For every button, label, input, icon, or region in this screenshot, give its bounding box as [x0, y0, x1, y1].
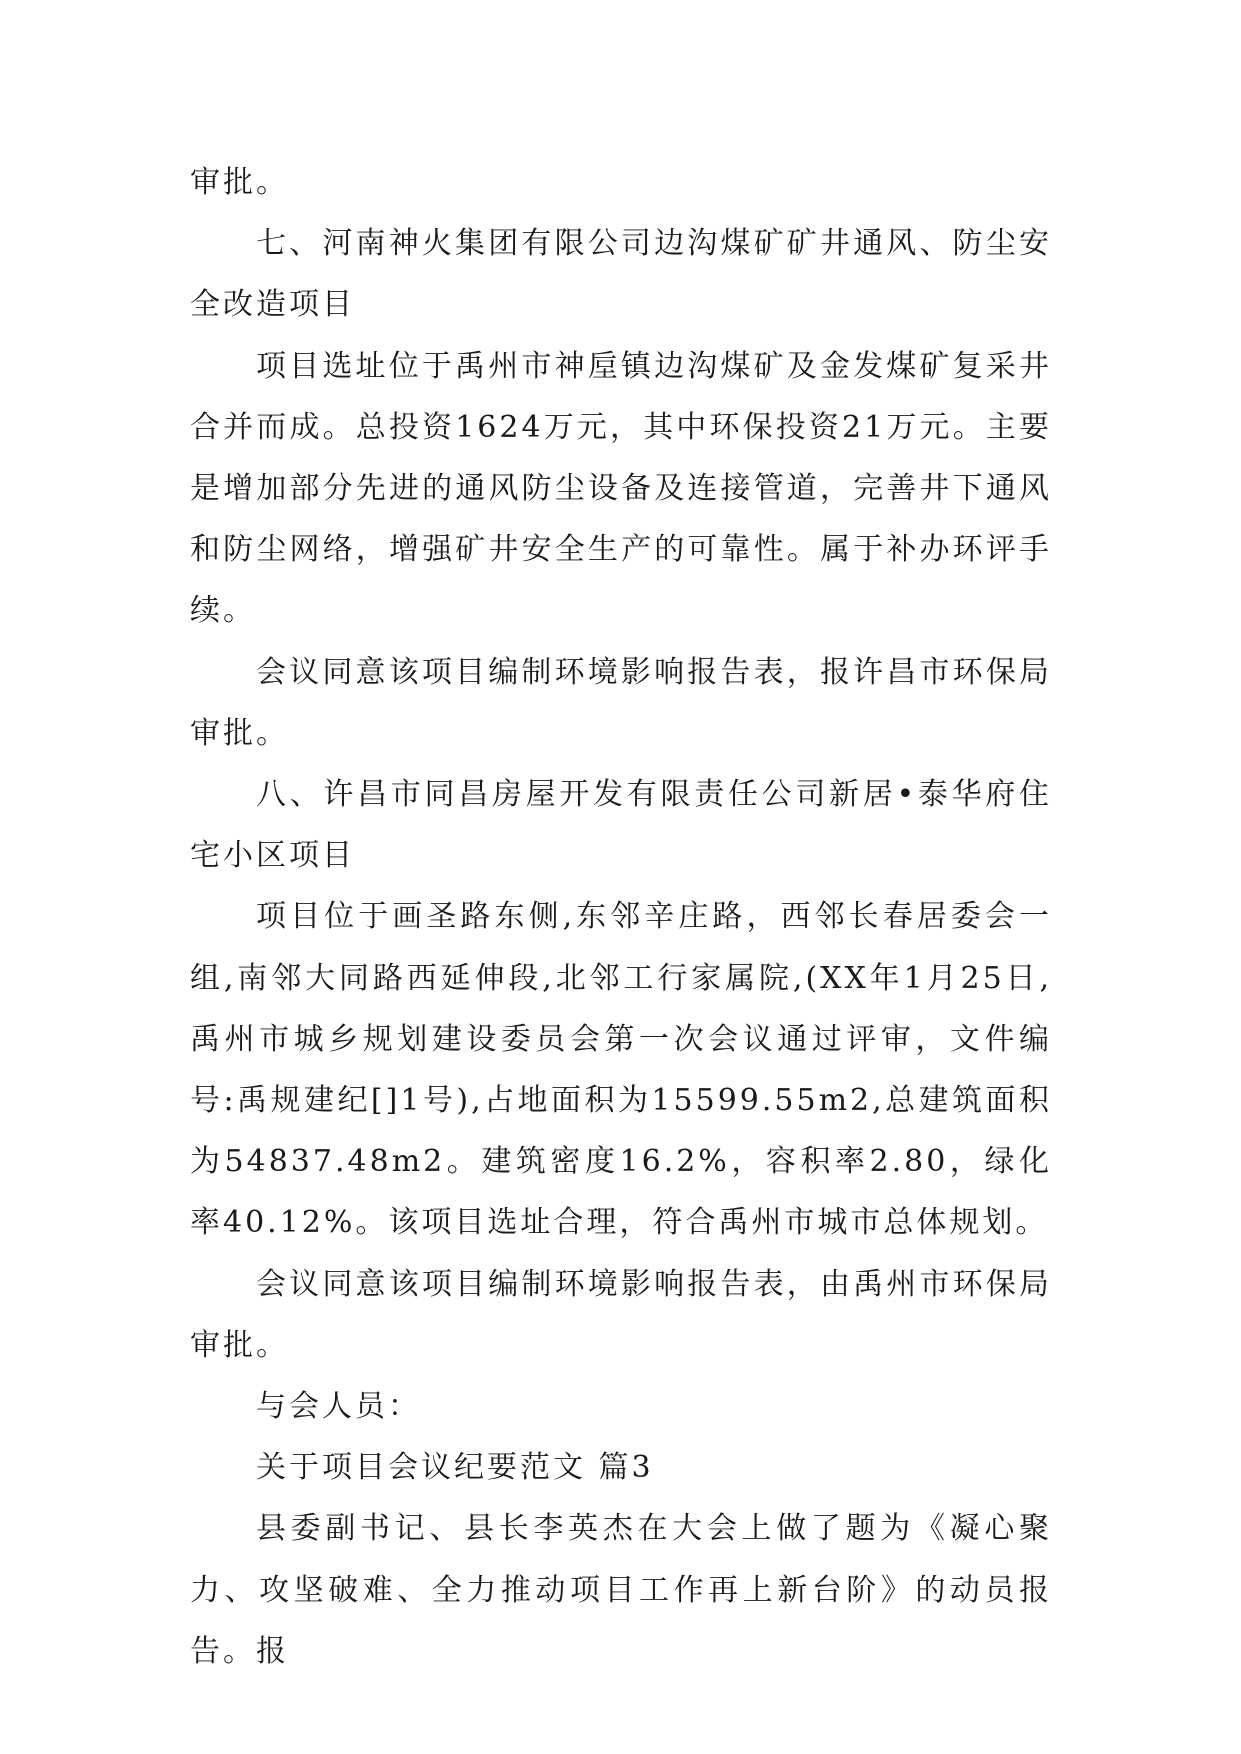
paragraph-project-7-description: 项目选址位于禹州市神垕镇边沟煤矿及金发煤矿复采井合并而成。总投资1624万元，其中环保投资21万元。主要是增加部分先进的通风防尘设备及连接管道，完善井下通风和防尘网络，增强矿井安全生产的可靠性。属于补办环评手续。 — [190, 348, 1052, 629]
article-title: 关于项目会议纪要范文 篇3 — [256, 1450, 654, 1486]
paragraph-attendees: 与会人员： — [256, 1389, 421, 1425]
paragraph-project-8-decision: 会议同意该项目编制环境影响报告表，由禹州市环保局审批。 — [190, 1266, 1052, 1363]
paragraph-report-intro: 县委副书记、县长李英杰在大会上做了题为《凝心聚力、攻坚破难、全力推动项目工作再上新台阶》的动员报告。报 — [190, 1511, 1052, 1669]
document-body — [190, 152, 1052, 1682]
paragraph-1: 审批。 — [190, 165, 289, 200]
section-heading-7: 七、河南神火集团有限公司边沟煤矿矿井通风、防尘安全改造项目 — [190, 226, 1052, 323]
paragraph-project-7-decision: 会议同意该项目编制环境影响报告表，报许昌市环保局审批。 — [190, 654, 1052, 751]
paragraph-project-8-description: 项目位于画圣路东侧,东邻辛庄路，西邻长春居委会一组,南邻大同路西延伸段,北邻工行家属院,(XX年1月25日,禹州市城乡规划建设委员会第一次会议通过评审，文件编号:禹规建纪[]1号),占地面积为15599.55m2,总建筑面积为54837.48m2。建筑密度16.2%，容积率2.80，绿化率40.12%。该项目选址合理，符合禹州市城市总体规划。 — [190, 899, 1052, 1241]
section-heading-8: 八、许昌市同昌房屋开发有限责任公司新居•泰华府住宅小区项目 — [190, 777, 1052, 874]
